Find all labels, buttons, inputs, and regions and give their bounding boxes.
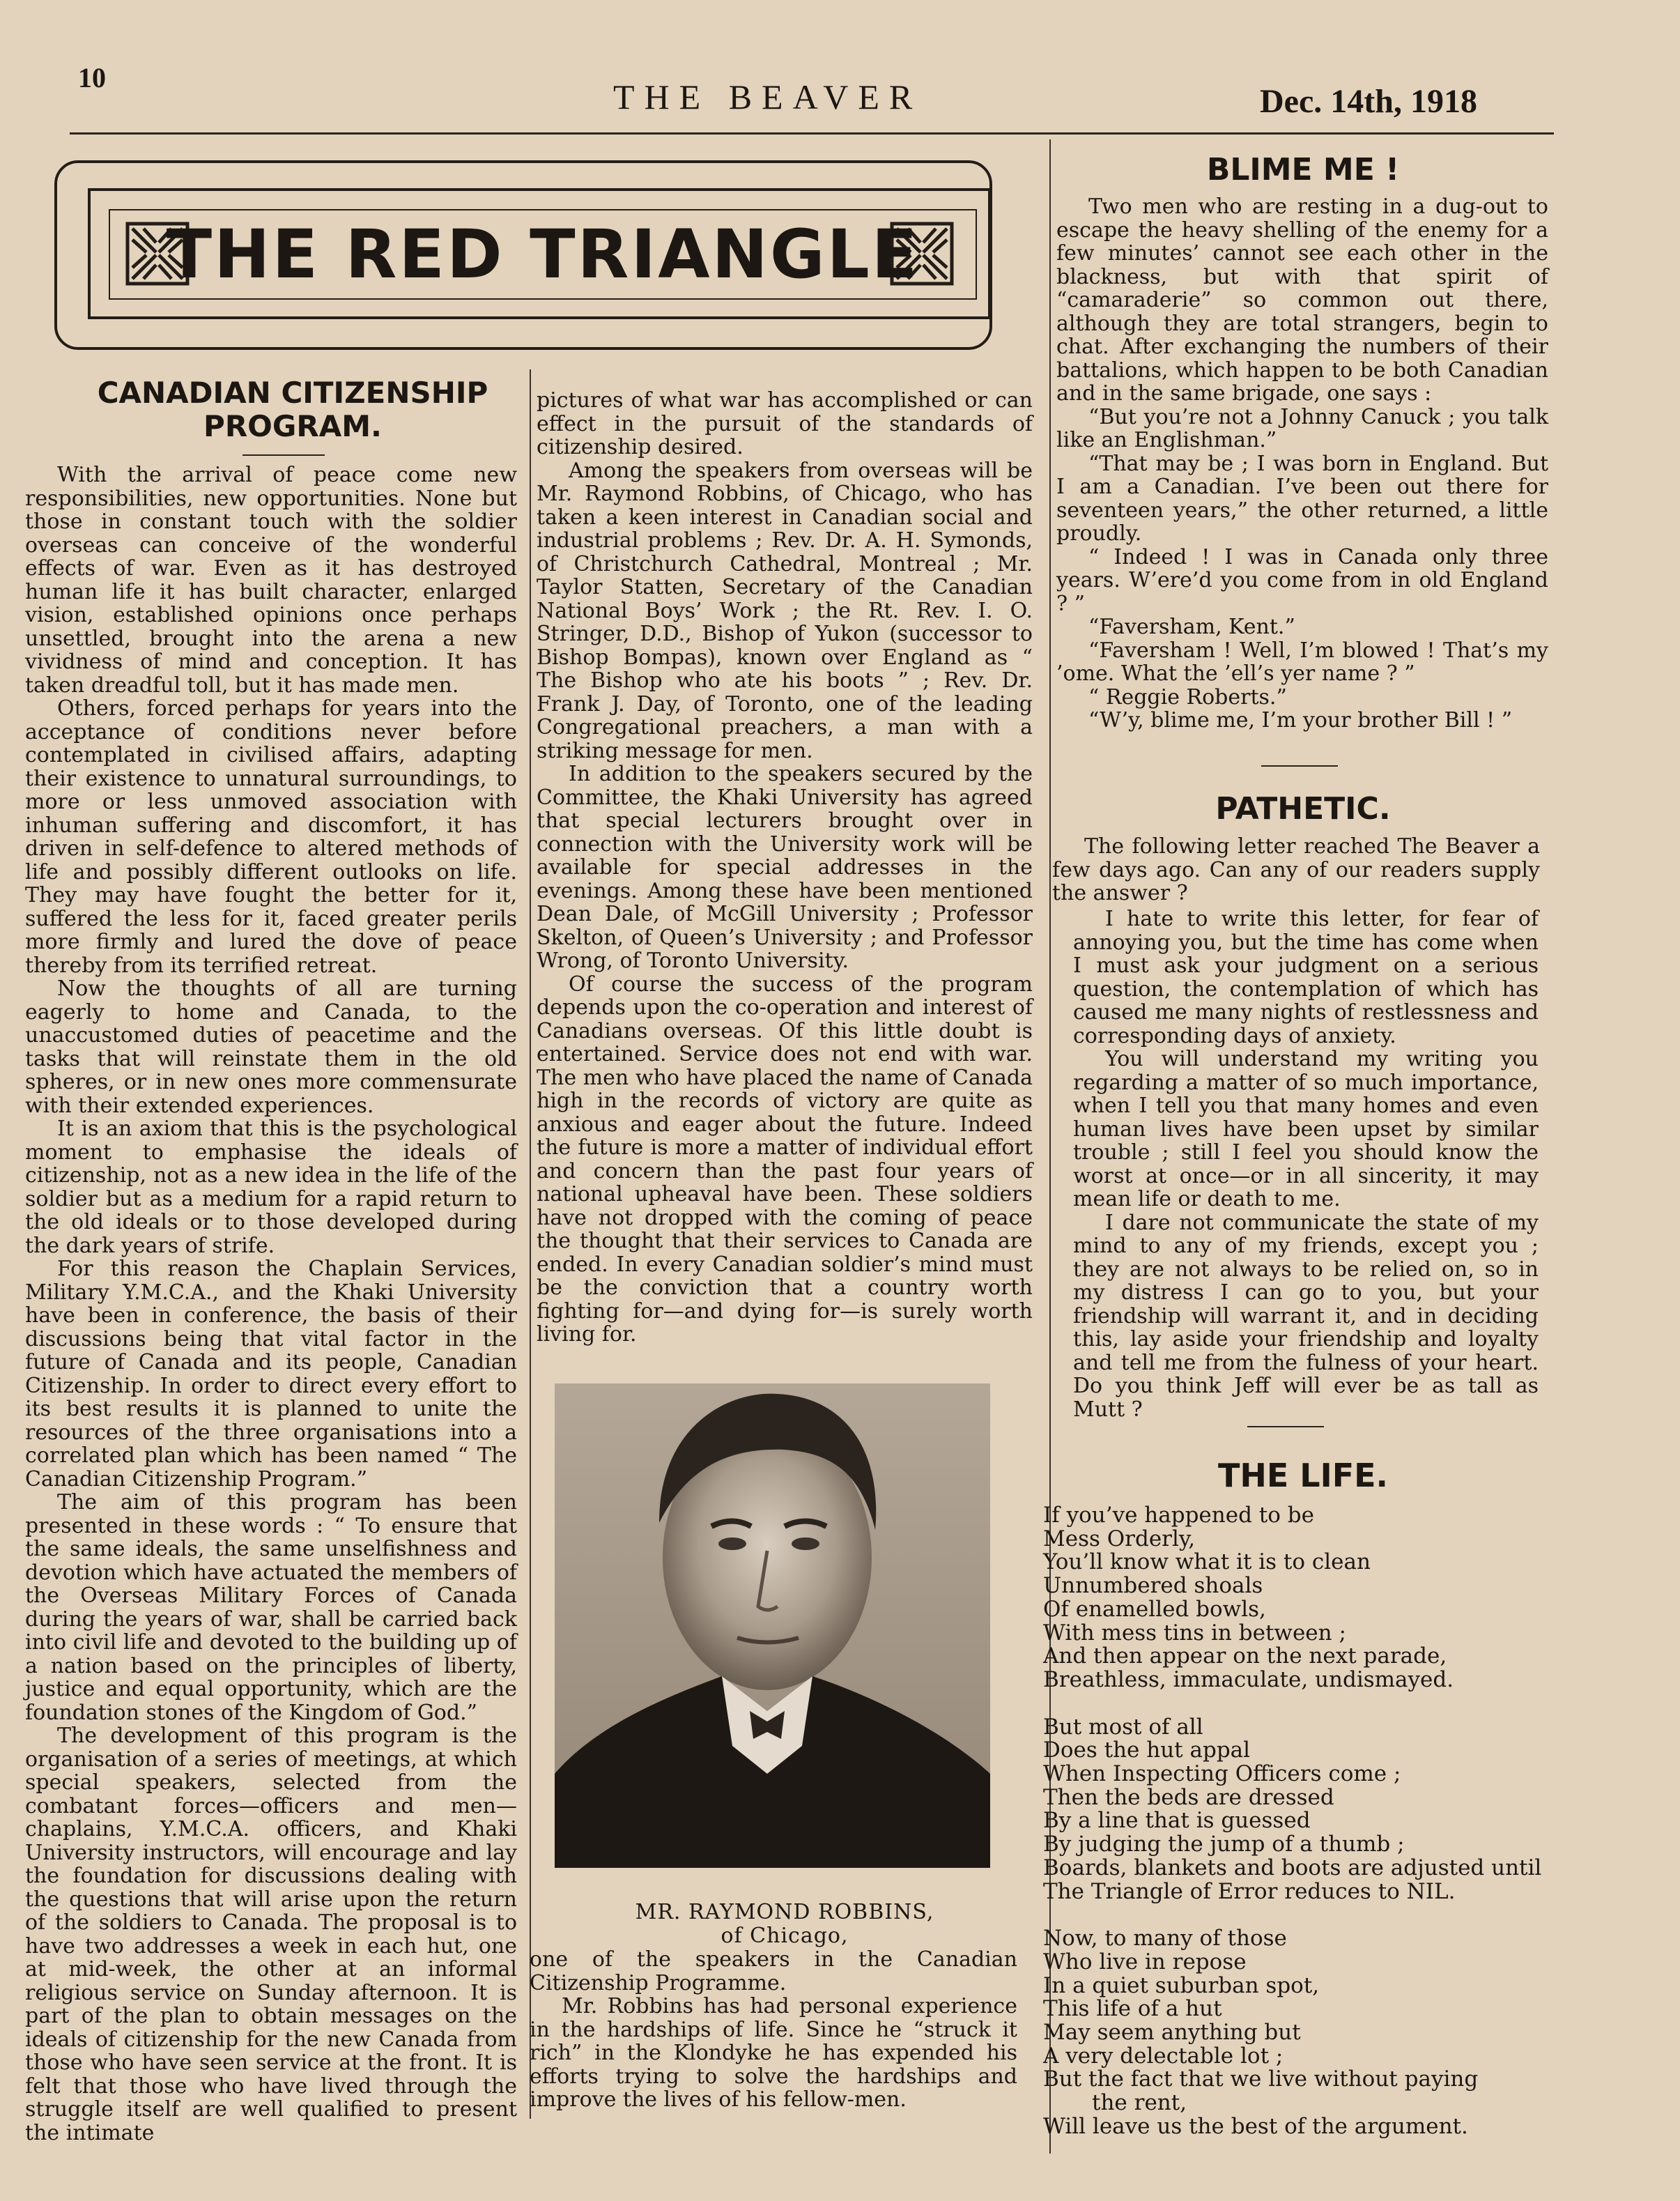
pathetic-letter [1073, 907, 1539, 1421]
poem-line: A very delectable lot ; [1043, 2043, 1284, 2069]
citizenship-heading [28, 376, 557, 443]
photo-caption [537, 1901, 1033, 1948]
photo-caption-detail: one of the speakers in the Canadian Citizenship Programme. [530, 1947, 1017, 1995]
portrait-photo [555, 1383, 990, 1868]
pathetic-intro-block [1052, 835, 1540, 905]
paragraph: Of course the success of the program depends upon the co-operation and interest of Canadians overseas. Of this little doubt is entertained. Service does not end with war. The men who have placed the name of Canada high in the records of victory are quite as anxious and eager about the future. Indeed the future is more a matter of individual effort and concern than the past four years of national upheaval have been. These soldiers have not dropped with the coming of peace the thought that their services to Canada are ended. In every Canadian soldier’s mind must be the conviction that a country worth fighting for—and dying for—is surely worth living for. [537, 972, 1033, 1347]
paragraph: Now the thoughts of all are turning eagerly to home and Canada, to the unaccustomed duties of peacetime and the tasks that will reinstate them in the old spheres, or in new ones more commensurate with their extended experiences. [25, 976, 517, 1118]
paragraph: In addition to the speakers secured by the Committee, the Khaki University has agreed that special lecturers brought over in connection with the University work will be available for special addresses in the evenings. Among these have been mentioned Dean Dale, of McGill University ; Professor Skelton, of Queen’s University ; and Professor Wrong, of Toronto University. [537, 762, 1033, 973]
photo-caption-detail-block [530, 1948, 1017, 2112]
banner-title: THE RED TRIANGLE [166, 215, 920, 293]
poem-line: But most of all [1043, 1714, 1203, 1740]
citizenship-heading-line2: PROGRAM. [203, 409, 382, 443]
letter-paragraph: You will understand my writing you regarding a matter of so much importance, when I tell you that many homes and even human lives have been upset by similar trouble ; still I feel you should know the worst at once—or in all sincerity, it may mean life or death to me. [1073, 1047, 1539, 1211]
poem-stanza [1043, 1504, 1545, 1692]
portrait-illustration [555, 1383, 990, 1868]
poem-line: Of enamelled bowls, [1043, 1596, 1266, 1622]
paragraph: “Faversham, Kent.” [1088, 615, 1295, 639]
poem-line: Does the hut appal [1043, 1738, 1251, 1763]
paragraph: “ Reggie Roberts.” [1088, 684, 1287, 710]
citizenship-heading-rule [242, 454, 325, 456]
poem-line: Boards, blankets and boots are adjusted until [1043, 1855, 1542, 1880]
poem-line: Now, to many of those [1043, 1926, 1287, 1951]
poem-line: By judging the jump of a thumb ; [1043, 1832, 1405, 1857]
publication-title: THE BEAVER [613, 77, 923, 116]
paragraph: With the arrival of peace come new responsibilities, new opportunities. None but those in constant touch with the soldier overseas can conceive of the wonderful effects of war. Even as it has destroyed human life it has built character, enlarged vision, established opinions once perhaps unsettled, brought into the arena a new vividness of mind and conception. It has taken dreadful toll, but it has made men. [25, 463, 517, 698]
letter-paragraph: I hate to write this letter, for fear of annoying you, but the time has come when I must ask your judgment on a serious question, the contemplation of which has caused me many nights of restlessness and corresponding days of anxiety. [1073, 907, 1539, 1048]
paragraph: Among the speakers from overseas will be Mr. Raymond Robbins, of Chicago, who has taken a keen interest in Canadian social and industrial problems ; Rev. Dr. A. H. Symonds, of Christchurch Cathedral, Montreal ; Mr. Taylor Statten, Secretary of the Canadian National Boys’ Work ; the Rt. Rev. I. O. Stringer, D.D., Bishop of Yukon (successor to Bishop Bompas), known over England as “ The Bishop who ate his boots ” ; Rev. Dr. Frank J. Day, of Toronto, one of the leading Congregational preachers, a man with a striking message for men. [537, 458, 1033, 763]
paragraph: “ Indeed ! I was in Canada only three years. W’ere’d you come from in old England ? ” [1056, 544, 1548, 616]
page-number: 10 [78, 62, 106, 93]
the-life-poem [1043, 1504, 1545, 2163]
poem-line: With mess tins in between ; [1043, 1620, 1346, 1646]
poem-line: Will leave us the best of the argument. [1043, 2113, 1468, 2139]
column-rule-1 [530, 369, 531, 2119]
poem-line: By a line that is guessed [1043, 1808, 1311, 1834]
blime-me-heading: BLIME ME ! [1206, 152, 1400, 187]
poem-line: And then appear on the next parade, [1043, 1643, 1447, 1669]
letter-paragraph: I dare not communicate the state of my mind to any of my friends, except you ; they are not always to be relied on, so in my distress I can go to you, but your friendship will warrant it, and in deciding this, lay aside your friendship and loyalty and tell me from the fulness of your heart. Do you think Jeff will ever be as tall as Mutt ? [1073, 1210, 1539, 1422]
poem-line: In a quiet suburban spot, [1043, 1972, 1320, 1998]
pathetic-heading: PATHETIC. [1215, 791, 1391, 827]
paragraph: For this reason the Chaplain Services, Military Y.M.C.A., and the Khaki University have been in conference, the basis of their discussions being that vital factor in the future of Canada and its people, Canadian Citizenship. In order to direct every effort to its best results it is planned to unite the resources of the three organisations into a correlated plan which has been named “ The Canadian Citizenship Program.” [25, 1257, 517, 1491]
poem-line: The Triangle of Error reduces to NIL. [1043, 1878, 1456, 1904]
poem-stanza [1043, 1716, 1545, 1904]
blime-me-end-rule [1261, 765, 1338, 767]
paragraph: Others, forced perhaps for years into the acceptance of conditions never before contemplated in civilised affairs, adapting their existence to unnatural surroundings, to more or less unmoved association with inhuman suffering and discomfort, it has driven in self-defence to altered methods of life and possibly different outlooks on life. They may have fought the better for it, suffered the less for it, faced greater perils more firmly and lured the dove of peace thereby from its terrified retreat. [25, 696, 517, 978]
paragraph: “But you’re not a Johnny Canuck ; you talk like an Englishman.” [1056, 404, 1548, 452]
paragraph: pictures of what war has accomplished or can effect in the pursuit of the standards of citizenship desired. [537, 388, 1033, 459]
pathetic-intro: The following letter reached The Beaver a few days ago. Can any of our readers supply the answer ? [1052, 834, 1540, 905]
poem-line: May seem anything but [1043, 2020, 1301, 2046]
poem-line: Then the beds are dressed [1043, 1784, 1334, 1810]
poem-line: When Inspecting Officers come ; [1043, 1761, 1401, 1787]
poem-line: You’ll know what it is to clean [1043, 1549, 1371, 1575]
poem-line: Unnumbered shoals [1043, 1573, 1263, 1599]
robbins-paragraph: Mr. Robbins has had personal experience in the hardships of life. Since he “struck it rich” in the Klondyke he has expended his efforts trying to solve the hardships and improve the lives of his fellow-men. [530, 1994, 1017, 2112]
poem-line: This life of a hut [1043, 1996, 1222, 2022]
paragraph: It is an axiom that this is the psychological moment to emphasise the ideals of citizenship, not as a new idea in the life of the soldier but as a medium for a rapid return to the old ideals or to those developed during the dark years of strife. [25, 1117, 517, 1258]
citizenship-heading-line1: CANADIAN CITIZENSHIP [97, 376, 488, 410]
the-life-heading: THE LIFE. [1217, 1457, 1389, 1494]
blime-me-article [1056, 195, 1548, 733]
paragraph: “Faversham ! Well, I’m blowed ! That’s my ’ome. What the ’ell’s yer name ? ” [1056, 638, 1548, 686]
paragraph: “W’y, blime me, I’m your brother Bill ! ” [1088, 708, 1513, 733]
pathetic-end-rule [1247, 1426, 1324, 1427]
poem-line: Who live in repose [1043, 1949, 1247, 1974]
photo-caption-name: MR. RAYMOND ROBBINS, [635, 1900, 934, 1924]
issue-date: Dec. 14th, 1918 [1260, 83, 1477, 120]
paragraph: Two men who are resting in a dug-out to escape the heavy shelling of the enemy for a few minutes’ cannot see each other in the blackness, but with that spirit of “camaraderie” so common out there, although they are total strangers, begin to chat. After exchanging the numbers of their battalions, which happen to be both Canadian and in the same brigade, one says : [1056, 194, 1548, 406]
citizenship-column-1 [25, 463, 517, 2145]
paragraph: The development of this program is the organisation of a series of meetings, at which special speakers, selected from the combatant forces—officers and men—chaplains, Y.M.C.A. officers, and Khaki University instructors, will encourage and lay the foundation for discussions dealing with the questions that will arise upon the return of the soldiers to Canada. The proposal is to have two addresses a week in each hut, one at mid-week, the other at an informal religious service on Sunday afternoon. It is part of the plan to obtain messages on the ideals of citizenship for the new Canada from those who have seen service at the front. It is felt that those who have lived through the struggle itself are well qualified to present the intimate [25, 1724, 517, 2145]
poem-line: Mess Orderly, [1043, 1526, 1196, 1551]
poem-line: Breathless, immaculate, undismayed. [1043, 1666, 1454, 1692]
photo-caption-place: of Chicago, [720, 1924, 849, 1948]
poem-line: If you’ve happened to be [1043, 1503, 1314, 1528]
paragraph: “That may be ; I was born in England. But I am a Canadian. I’ve been out there for seventeen years,” the other returned, a little proudly. [1056, 451, 1548, 546]
poem-line: But the fact that we live without paying [1043, 2066, 1479, 2092]
header-rule [70, 132, 1554, 135]
poem-line: the rent, [1092, 2090, 1187, 2116]
paragraph: The aim of this program has been presented in these words : “ To ensure that the same ideals, the same unselfishness and devotion which have actuated the members of the Overseas Military Forces of Canada during the years of war, shall be carried back into civil life and devoted to the building up of a nation based on the principles of liberty, justice and equal opportunity, which are the foundation stones of the Kingdom of God.” [25, 1490, 517, 1725]
poem-stanza [1043, 1927, 1545, 2138]
citizenship-column-2 [537, 389, 1033, 1347]
